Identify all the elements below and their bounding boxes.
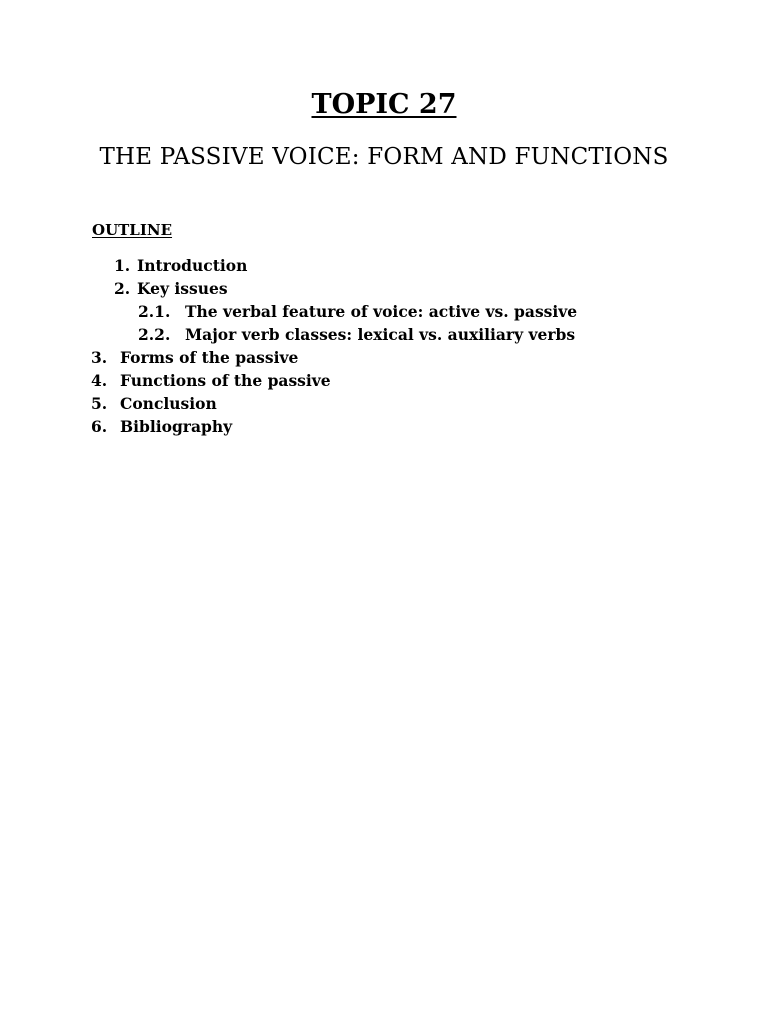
- outline-item-bibliography: [91, 417, 232, 437]
- outline-item-conclusion: [91, 394, 217, 414]
- outline-heading: OUTLINE: [92, 221, 173, 239]
- title-text: TOPIC 27: [311, 89, 457, 120]
- outline-item-number: 5.: [91, 394, 108, 413]
- outline-item-number: 6.: [91, 417, 108, 436]
- outline-subitem-verb-classes: [138, 325, 575, 345]
- page-subtitle: THE PASSIVE VOICE: FORM AND FUNCTIONS: [99, 144, 669, 170]
- outline-item-key-issues: [114, 279, 228, 299]
- outline-item-text: Key issues: [137, 279, 228, 298]
- page-title: [0, 88, 768, 122]
- outline-item-text: Functions of the passive: [120, 371, 331, 390]
- outline-item-number: 3.: [91, 348, 108, 367]
- outline-item-text: Bibliography: [120, 417, 233, 436]
- outline-item-text: Forms of the passive: [120, 348, 299, 367]
- outline-item-number: 1.: [114, 256, 131, 275]
- outline-item-functions: [91, 371, 331, 391]
- outline-item-text: Major verb classes: lexical vs. auxiliary verbs: [185, 325, 576, 344]
- outline-item-number: 2.1.: [138, 302, 171, 321]
- outline-item-text: The verbal feature of voice: active vs. passive: [185, 302, 578, 321]
- outline-item-number: 4.: [91, 371, 108, 390]
- outline-item-text: Conclusion: [120, 394, 217, 413]
- outline-item-number: 2.: [114, 279, 131, 298]
- outline-item-text: Introduction: [137, 256, 248, 275]
- outline-subitem-voice: [138, 302, 577, 322]
- outline-item-introduction: [114, 256, 247, 276]
- outline-item-number: 2.2.: [138, 325, 171, 344]
- outline-item-forms: [91, 348, 298, 368]
